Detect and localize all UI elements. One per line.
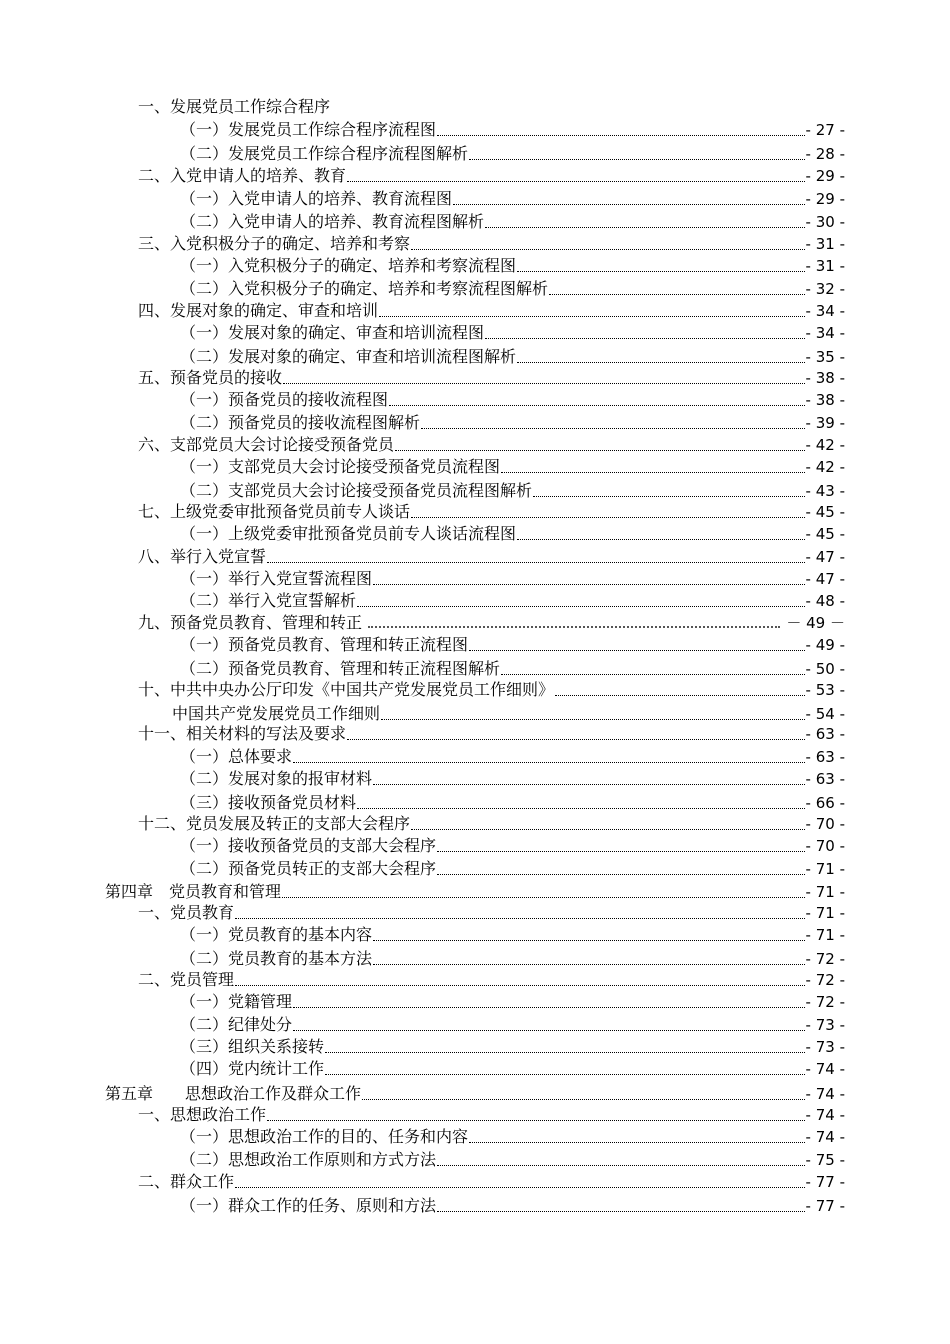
dot-leader (293, 1029, 805, 1031)
toc-entry-page: - 75 - (805, 1151, 845, 1169)
toc-entry[interactable] (138, 722, 845, 744)
dot-leader (395, 449, 805, 451)
toc-entry[interactable] (138, 232, 845, 254)
toc-entry-title: （一）党员教育的基本内容 (180, 925, 373, 944)
toc-entry-page: - 72 - (805, 971, 845, 989)
toc-entry-title: 第四章 党员教育和管理 (105, 882, 282, 901)
toc-entry-page: - 74 - (805, 1106, 845, 1124)
dot-leader (453, 203, 805, 205)
toc-entry-title: （一）党籍管理 (180, 992, 293, 1011)
toc-entry-title: 一、思想政治工作 (138, 1105, 267, 1124)
toc-entry-page: - 54 - (805, 705, 845, 723)
toc-entry-page: - 63 - (805, 725, 845, 743)
toc-entry-title: （二）举行入党宣誓解析 (180, 591, 357, 610)
toc-entry-page: - 71 - (805, 926, 845, 944)
toc-entry-title: （一）发展党员工作综合程序流程图 (180, 120, 437, 139)
toc-entry-page: - 39 - (805, 414, 845, 432)
toc-entry[interactable] (180, 321, 845, 343)
toc-entry-title: 八、举行入党宣誓 (138, 547, 267, 566)
toc-entry-title: 六、支部党员大会讨论接受预备党员 (138, 435, 395, 454)
toc-entry-page: - 48 - (805, 592, 845, 610)
dot-leader (469, 158, 805, 160)
toc-entry-title: （一）入党申请人的培养、教育流程图 (180, 189, 453, 208)
dot-leader (517, 270, 805, 272)
toc-entry-title: （一）预备党员的接收流程图 (180, 390, 389, 409)
toc-entry-page: - 32 - (805, 280, 845, 298)
toc-entry-page: － 49 － (786, 614, 845, 632)
dot-leader (411, 248, 805, 250)
toc-entry[interactable] (180, 633, 845, 655)
toc-entry[interactable] (180, 411, 845, 433)
dot-leader (347, 180, 805, 182)
toc-entry[interactable] (180, 1035, 845, 1057)
dot-leader (485, 337, 805, 339)
toc-entry-page: - 43 - (805, 482, 845, 500)
toc-entry[interactable] (180, 657, 845, 679)
toc-entry-page: - 66 - (805, 794, 845, 812)
toc-entry-page: - 42 - (805, 458, 845, 476)
toc-entry-page: - 73 - (805, 1038, 845, 1056)
toc-entry-page: - 72 - (805, 950, 845, 968)
toc-entry[interactable] (180, 567, 845, 589)
dot-leader (517, 538, 805, 540)
dot-leader (293, 761, 805, 763)
toc-entry[interactable] (180, 923, 845, 945)
toc-entry[interactable] (138, 611, 845, 633)
toc-entry[interactable] (180, 277, 845, 299)
toc-entry[interactable] (180, 254, 845, 276)
toc-entry-page: - 34 - (805, 302, 845, 320)
toc-entry-page: - 74 - (805, 1060, 845, 1078)
toc-entry-page: - 34 - (805, 324, 845, 342)
dot-leader (373, 963, 805, 965)
toc-entry-page: - 70 - (805, 815, 845, 833)
toc-entry[interactable] (172, 702, 845, 724)
toc-entry-page: - 31 - (805, 257, 845, 275)
toc-entry-title: 四、发展对象的确定、审查和培训 (138, 301, 379, 320)
dot-leader (437, 873, 805, 875)
toc-entry-page: - 73 - (805, 1016, 845, 1034)
toc-entry-title: （一）上级党委审批预备党员前专人谈话流程图 (180, 524, 517, 543)
dot-leader (437, 1164, 805, 1166)
toc-entry-title: （一）预备党员教育、管理和转正流程图 (180, 635, 469, 654)
toc-entry[interactable] (180, 522, 845, 544)
toc-entry-page: - 35 - (805, 348, 845, 366)
toc-entry-title: 二、入党申请人的培养、教育 (138, 166, 347, 185)
toc-entry[interactable] (180, 767, 845, 789)
toc-entry-page: - 50 - (805, 660, 845, 678)
toc-entry[interactable] (138, 500, 845, 522)
toc-entry-page: - 38 - (805, 391, 845, 409)
toc-entry[interactable] (180, 1013, 845, 1035)
toc-entry-page: - 45 - (805, 525, 845, 543)
dot-leader (437, 134, 805, 136)
toc-entry-page: - 77 - (805, 1197, 845, 1215)
toc-entry[interactable] (105, 1082, 845, 1104)
toc-entry-title: 第五章 思想政治工作及群众工作 (105, 1084, 362, 1103)
toc-entry[interactable] (180, 1194, 845, 1216)
dot-leader (549, 293, 805, 295)
toc-entry-title: 三、入党积极分子的确定、培养和考察 (138, 234, 411, 253)
toc-entry-title: （一）接收预备党员的支部大会程序 (180, 836, 437, 855)
toc-entry[interactable] (138, 1103, 845, 1125)
toc-entry-title: （四）党内统计工作 (180, 1059, 325, 1078)
toc-entry-title: 二、群众工作 (138, 1172, 235, 1191)
toc-entry-title: （二）入党申请人的培养、教育流程图解析 (180, 212, 485, 231)
dot-leader (469, 1141, 805, 1143)
toc-entry-page: - 63 - (805, 748, 845, 766)
dot-leader (368, 625, 780, 628)
toc-entry[interactable] (180, 834, 845, 856)
toc-entry-page: - 53 - (805, 681, 845, 699)
toc-entry-page: - 47 - (805, 548, 845, 566)
toc-entry[interactable] (180, 990, 845, 1012)
dot-leader (362, 1098, 805, 1100)
toc-entry-title: （二）发展党员工作综合程序流程图解析 (180, 144, 469, 163)
toc-entry-page: - 45 - (805, 503, 845, 521)
toc-entry-title: （二）支部党员大会讨论接受预备党员流程图解析 (180, 481, 533, 500)
toc-entry-title: 五、预备党员的接收 (138, 368, 283, 387)
toc-entry-title: 九、预备党员教育、管理和转正 (138, 613, 363, 632)
toc-entry[interactable] (180, 210, 845, 232)
toc-entry[interactable] (180, 388, 845, 410)
toc-entry-title: （三）接收预备党员材料 (180, 793, 357, 812)
toc-entry[interactable] (180, 345, 845, 367)
toc-entry-page: - 71 - (805, 860, 845, 878)
toc-entry[interactable] (180, 479, 845, 501)
toc-entry-title: （一）总体要求 (180, 747, 293, 766)
toc-entry[interactable] (180, 857, 845, 879)
toc-entry-title: 七、上级党委审批预备党员前专人谈话 (138, 502, 411, 521)
toc-entry[interactable] (180, 745, 845, 767)
dot-leader (533, 495, 805, 497)
toc-entry[interactable] (138, 678, 845, 700)
toc-entry[interactable] (138, 812, 845, 834)
dot-leader (437, 850, 805, 852)
toc-entry[interactable] (180, 187, 845, 209)
toc-entry-title: （三）组织关系接转 (180, 1037, 325, 1056)
toc-entry[interactable] (180, 947, 845, 969)
dot-leader (347, 738, 805, 740)
toc-entry-page: - 42 - (805, 436, 845, 454)
dot-leader (373, 583, 805, 585)
dot-leader (235, 1186, 805, 1188)
dot-leader (357, 605, 805, 607)
dot-leader (517, 361, 805, 363)
toc-entry-page: - 72 - (805, 993, 845, 1011)
toc-entry[interactable] (138, 299, 845, 321)
toc-entry-title: 中国共产党发展党员工作细则 (172, 704, 381, 723)
toc-entry-page: - 29 - (805, 190, 845, 208)
toc-entry-title: （二）纪律处分 (180, 1015, 293, 1034)
toc-entry-title: 一、发展党员工作综合程序 (138, 97, 331, 116)
toc-entry[interactable] (180, 1148, 845, 1170)
toc-entry-title: （一）群众工作的任务、原则和方法 (180, 1196, 437, 1215)
toc-entry-page: - 63 - (805, 770, 845, 788)
toc-entry-page: - 74 - (805, 1128, 845, 1146)
toc-entry[interactable] (180, 589, 845, 611)
dot-leader (381, 718, 805, 720)
dot-leader (411, 516, 805, 518)
toc-entry[interactable] (138, 95, 845, 117)
toc-entry-page: - 70 - (805, 837, 845, 855)
toc-entry[interactable] (138, 545, 845, 567)
toc-entry-title: （二）预备党员转正的支部大会程序 (180, 859, 437, 878)
toc-entry[interactable] (138, 1170, 845, 1192)
toc-entry-page: - 28 - (805, 145, 845, 163)
dot-leader (555, 694, 805, 696)
dot-leader (501, 471, 805, 473)
toc-entry[interactable] (138, 968, 845, 990)
toc-entry-title: （一）入党积极分子的确定、培养和考察流程图 (180, 256, 517, 275)
toc-entry-page: - 31 - (805, 235, 845, 253)
toc-entry-title: （二）发展对象的确定、审查和培训流程图解析 (180, 347, 517, 366)
toc-entry-title: （一）举行入党宣誓流程图 (180, 569, 373, 588)
toc-entry-title: （二）发展对象的报审材料 (180, 769, 373, 788)
toc-entry-page: - 71 - (805, 883, 845, 901)
toc-entry-title: （一）发展对象的确定、审查和培训流程图 (180, 323, 485, 342)
dot-leader (389, 404, 805, 406)
toc-entry-page: - 74 - (805, 1085, 845, 1103)
dot-leader (357, 807, 805, 809)
dot-leader (283, 382, 805, 384)
toc-entry-title: （二）思想政治工作原则和方式方法 (180, 1150, 437, 1169)
toc-entry-page: - 77 - (805, 1173, 845, 1191)
toc-entry-page: - 30 - (805, 213, 845, 231)
dot-leader (235, 984, 805, 986)
toc-entry[interactable] (138, 164, 845, 186)
dot-leader (373, 939, 805, 941)
toc-entry[interactable] (180, 791, 845, 813)
toc-entry-title: 一、党员教育 (138, 903, 235, 922)
dot-leader (437, 1210, 805, 1212)
toc-entry-title: （一）思想政治工作的目的、任务和内容 (180, 1127, 469, 1146)
dot-leader (267, 561, 805, 563)
toc-entry[interactable] (180, 1125, 845, 1147)
toc-entry-title: （二）预备党员的接收流程图解析 (180, 413, 421, 432)
dot-leader (282, 896, 805, 898)
dot-leader (267, 1119, 805, 1121)
toc-entry-page: - 29 - (805, 167, 845, 185)
dot-leader (469, 649, 805, 651)
dot-leader (421, 427, 805, 429)
dot-leader (373, 783, 805, 785)
toc-entry-page: - 49 - (805, 636, 845, 654)
toc-entry[interactable] (138, 366, 845, 388)
toc-entry-title: （二）党员教育的基本方法 (180, 949, 373, 968)
dot-leader (485, 226, 805, 228)
toc-entry[interactable] (138, 433, 845, 455)
dot-leader (293, 1006, 805, 1008)
toc-entry-page: - 71 - (805, 904, 845, 922)
toc-entry-title: 二、党员管理 (138, 970, 235, 989)
toc-entry-title: （二）预备党员教育、管理和转正流程图解析 (180, 659, 501, 678)
toc-entry-title: （二）入党积极分子的确定、培养和考察流程图解析 (180, 279, 549, 298)
dot-leader (325, 1073, 805, 1075)
dot-leader (501, 673, 805, 675)
toc-entry-page: - 27 - (805, 121, 845, 139)
toc-entry-title: 十、中共中央办公厅印发《中国共产党发展党员工作细则》 (138, 680, 555, 699)
toc-entry-title: 十二、党员发展及转正的支部大会程序 (138, 814, 411, 833)
dot-leader (411, 828, 805, 830)
toc-entry[interactable] (105, 880, 845, 902)
toc-entry-title: （一）支部党员大会讨论接受预备党员流程图 (180, 457, 501, 476)
toc-entry-title: 十一、相关材料的写法及要求 (138, 724, 347, 743)
toc-entry-page: - 38 - (805, 369, 845, 387)
toc-entry[interactable] (180, 455, 845, 477)
dot-leader (379, 315, 805, 317)
toc-entry[interactable] (180, 118, 845, 140)
toc-entry[interactable] (180, 142, 845, 164)
toc-entry[interactable] (180, 1057, 845, 1079)
toc-entry[interactable] (138, 901, 845, 923)
dot-leader (325, 1051, 805, 1053)
toc-entry-page: - 47 - (805, 570, 845, 588)
dot-leader (235, 917, 805, 919)
